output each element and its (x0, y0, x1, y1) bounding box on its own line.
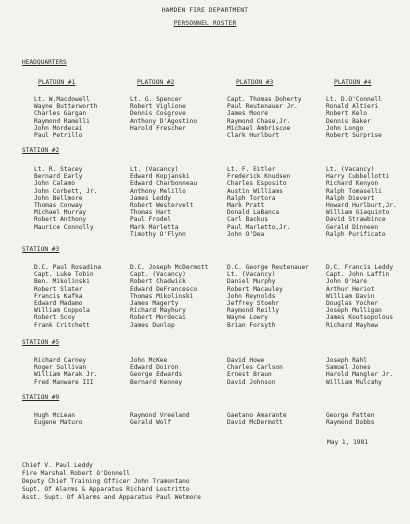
member-name: Robert Scoy (34, 314, 75, 322)
platoon-2-column (130, 264, 230, 329)
member-name: Robert Kelo (326, 110, 367, 118)
member-name: Arthur Heriot (326, 285, 375, 293)
member-name: Timothy O'Flynn (130, 230, 186, 238)
member-name: William Marak Jr. (34, 371, 98, 379)
member-name: Ralph Purificato (326, 230, 386, 238)
member-name: Robert Westervelt (130, 201, 194, 209)
member-name: John McKee (130, 357, 168, 364)
member-name: George Patten (326, 412, 375, 419)
member-name: Thomas Conway (34, 201, 83, 209)
member-name: Ben. Mikolinski (34, 278, 90, 286)
roster-title: PERSONNEL ROSTER (173, 20, 237, 27)
member-name: Edward Madamo (34, 299, 83, 307)
member-name: Lt. (Vacancy) (227, 271, 276, 279)
member-name: David McDermott (227, 419, 283, 427)
platoon-3-column (227, 166, 327, 238)
member-name: Richard Mayhury (130, 307, 186, 315)
platoon-4-column (326, 166, 410, 238)
officer-line: Fire Marshal Robert O'Donnell (22, 469, 131, 477)
platoon-1-column (34, 412, 134, 426)
member-name: James Koutsopolous (326, 314, 394, 322)
station-3-label: STATION #3 (22, 246, 60, 253)
member-name: Gaetano Amarante (227, 412, 287, 419)
platoon-4-column (326, 264, 410, 329)
member-name: Richard Carney (34, 357, 87, 364)
member-name: Harold Frescher (130, 124, 186, 132)
member-name: Robert Slater (34, 285, 83, 293)
headquarters-label: HEADQUARTERS (22, 59, 67, 66)
member-name: Robert Viglione (130, 103, 186, 111)
platoon-2-column (130, 166, 230, 238)
member-name: Capt. Thomas Doherty (227, 96, 302, 103)
member-name: Daniel Murphy (227, 278, 276, 286)
member-name: Anthony D'Agostino (130, 117, 198, 125)
member-name: Gerald Wolf (130, 419, 171, 427)
member-name: James Magerty (130, 299, 179, 307)
member-name: John Calamo (34, 180, 75, 188)
member-name: Lt. F. Eitler (227, 166, 276, 173)
member-name: Ralph Tomaselli (326, 187, 382, 195)
member-name: David Johnson (227, 378, 276, 386)
department-title: HAMDEN FIRE DEPARTMENT (161, 7, 249, 14)
platoon-4-header: PLATOON #4 (334, 79, 372, 86)
member-name: Austin Williams (227, 187, 283, 195)
member-name: James Leddy (130, 194, 171, 202)
member-name: Lt. (Vacancy) (326, 166, 375, 173)
member-name: Paul Petrillo (34, 131, 83, 139)
member-name: Robert Chadwick (130, 278, 186, 286)
member-name: Robert Macauley (227, 285, 283, 293)
platoon-2-column (130, 412, 230, 426)
member-name: William Davin (326, 292, 375, 300)
officer-line: Asst. Supt. Of Alarms and Apparatus Paul Wetmore (22, 493, 201, 501)
member-name: William Mulcahy (326, 378, 382, 386)
platoon-4-column (326, 357, 410, 386)
platoon-1-header: PLATOON #1 (38, 79, 76, 86)
member-name: Hugh McLean (34, 412, 75, 419)
member-name: Ralph Tortora (227, 194, 276, 202)
member-name: Raymond Vreeland (130, 412, 190, 419)
member-name: Thomas Hart (130, 209, 171, 217)
member-name: James Dunlop (130, 321, 175, 329)
member-name: Capt. John Laffin (326, 271, 390, 279)
member-name: Frank Critchett (34, 321, 90, 329)
officers-list (22, 462, 201, 501)
member-name: Raymond Chase,Jr. (227, 117, 291, 125)
member-name: Edward DeFrancesco (130, 285, 198, 293)
member-name: Anthony Melillo (130, 187, 186, 195)
member-name: John Corbett, Jr. (34, 187, 98, 195)
platoon-1-column (34, 166, 134, 231)
member-name: Edward Doiron (130, 364, 179, 372)
station-2-label: STATION #2 (22, 147, 60, 154)
member-name: Charles Esposito (227, 180, 287, 188)
station-9-label: STATION #9 (22, 394, 60, 401)
member-name: Joseph Mulligan (326, 307, 382, 315)
member-name: Mark Pratt (227, 201, 265, 209)
member-name: Michael Murray (34, 209, 87, 217)
member-name: Paul Frodel (130, 216, 171, 224)
member-name: William Coppola (34, 307, 90, 315)
member-name: Robert Mordecai (130, 314, 186, 322)
member-name: Roger Sullivan (34, 364, 87, 372)
member-name: Fred Manware III (34, 378, 94, 386)
platoon-2-column (130, 96, 230, 132)
member-name: Richard Kenyon (326, 180, 379, 188)
member-name: John O'Hare (326, 278, 367, 286)
member-name: D.C. George Reutenauer (227, 264, 309, 271)
member-name: Lt. R. Stacey (34, 166, 83, 173)
member-name: Samuel Jones (326, 364, 371, 372)
member-name: Michael Ambriscoe (227, 124, 291, 132)
member-name: Ralph Dievert (326, 194, 375, 202)
member-name: Dennis Baker (326, 117, 371, 125)
member-name: Frederick Knudsen (227, 173, 291, 181)
member-name: D.C. Francis Leddy (326, 264, 394, 271)
member-name: Charles Gargan (34, 110, 87, 118)
member-name: Jeffrey Stoehr (227, 299, 280, 307)
member-name: Eugene Maturo (34, 419, 83, 427)
platoon-1-column (34, 96, 134, 139)
member-name: Richard Mayhew (326, 321, 379, 329)
platoon-1-column (34, 264, 134, 329)
member-name: Donald LaBanca (227, 209, 280, 217)
platoon-3-column (227, 412, 327, 426)
member-name: Lt. (Vacancy) (130, 166, 179, 173)
member-name: Edward Kopjanski (130, 173, 190, 181)
member-name: John Mordecai (34, 124, 83, 132)
officer-line: Deputy Chief Training Officer John Tramontano (22, 477, 190, 485)
member-name: William Giaquinto (326, 209, 390, 217)
member-name: Paul Reutenauer Jr. (227, 103, 298, 111)
member-name: Robert Anthony (34, 216, 87, 224)
member-name: Charles Carlson (227, 364, 283, 372)
member-name: Bernard Early (34, 173, 83, 181)
member-name: John Reynolds (227, 292, 276, 300)
member-name: Raymond Dobbs (326, 419, 375, 427)
member-name: James Moore (227, 110, 268, 118)
member-name: Dennis Cosgrove (130, 110, 186, 118)
member-name: Raymond Ramelli (34, 117, 90, 125)
member-name: Wayne Butterworth (34, 103, 98, 111)
member-name: Lt. W.Macdowell (34, 96, 90, 103)
member-name: John Longo (326, 124, 364, 132)
platoon-3-header: PLATOON #3 (236, 79, 274, 86)
platoon-3-column (227, 264, 327, 329)
member-name: Gerald Dinneen (326, 223, 379, 231)
member-name: John O'Dea (227, 230, 265, 238)
platoon-2-header: PLATOON #2 (137, 79, 175, 86)
member-name: Capt. (Vacancy) (130, 271, 186, 279)
member-name: D.C. Joseph McDermott (130, 264, 209, 271)
member-name: John Bellmore (34, 194, 83, 202)
member-name: Paul Marletto,Jr. (227, 223, 291, 231)
member-name: Lt. G. Spencer (130, 96, 183, 103)
member-name: Douglas Yocher (326, 299, 379, 307)
member-name: Bernard Kenney (130, 378, 183, 386)
member-name: Howard Hurlburt,Jr. (326, 201, 397, 209)
member-name: Ernest Braun (227, 371, 272, 379)
member-name: Maurice Connolly (34, 223, 94, 231)
platoon-4-column (326, 412, 410, 426)
platoon-4-column (326, 96, 410, 139)
member-name: Harry Cubbellotti (326, 173, 390, 181)
member-name: Brian Forsyth (227, 321, 276, 329)
member-name: George Edwards (130, 371, 183, 379)
member-name: Clark Hurlburt (227, 131, 280, 139)
member-name: Raymond Reilly (227, 307, 280, 315)
officer-line: Supt. Of Alarms & Apparatus Richard Lostritto (22, 485, 190, 493)
member-name: Edward Charbonneau (130, 180, 198, 188)
member-name: Wayne Lowry (227, 314, 268, 322)
member-name: David Strawbince (326, 216, 386, 224)
member-name: Carl Backus (227, 216, 268, 224)
member-name: Ronald Altieri (326, 103, 379, 111)
member-name: Robert Surprise (326, 131, 382, 139)
member-name: Francis Kafka (34, 292, 83, 300)
member-name: Capt. Luke Tobin (34, 271, 94, 279)
roster-date: May 1, 1981 (327, 439, 368, 446)
platoon-3-column (227, 357, 327, 386)
station-5-label: STATION #5 (22, 339, 60, 346)
platoon-2-column (130, 357, 230, 386)
member-name: Joseph Rahl (326, 357, 367, 364)
member-name: D.C. Paul Rosadina (34, 264, 102, 271)
member-name: Lt. D.O'Connell (326, 96, 382, 103)
platoon-1-column (34, 357, 134, 386)
officer-line: Chief V. Paul Leddy (22, 462, 93, 469)
member-name: Mark Marletta (130, 223, 179, 231)
member-name: Thomas Mikolinski (130, 292, 194, 300)
member-name: Harold Mangler Jr. (326, 371, 394, 379)
platoon-3-column (227, 96, 327, 139)
member-name: David Howe (227, 357, 265, 364)
